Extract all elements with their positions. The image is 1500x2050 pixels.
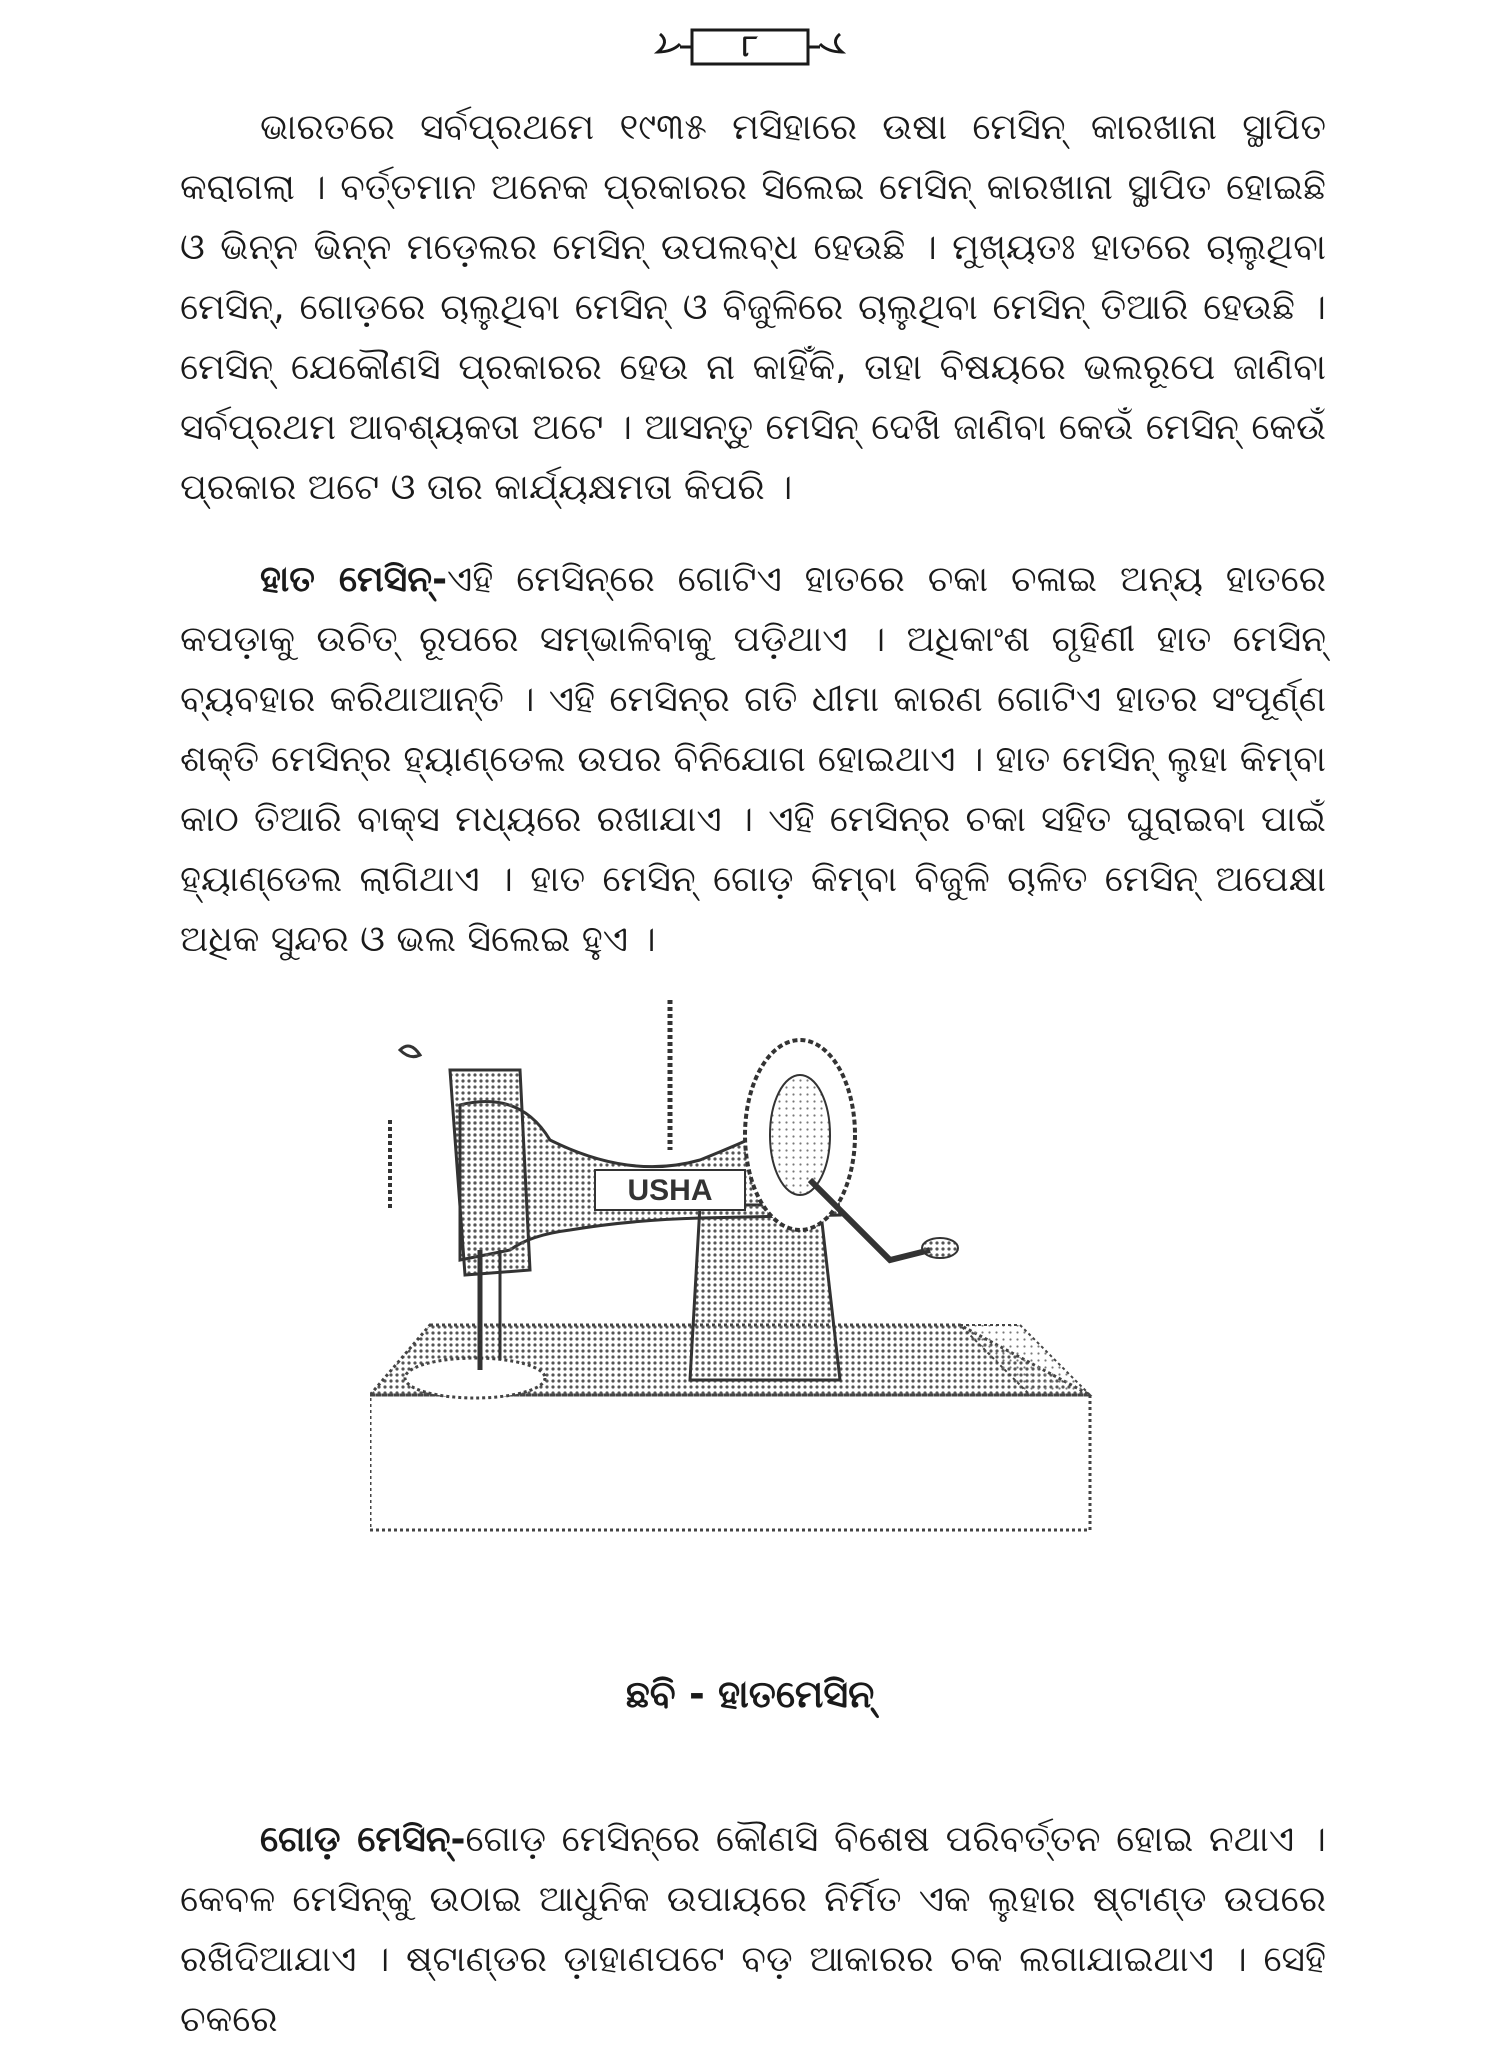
- hand-machine-paragraph: [180, 550, 1326, 970]
- figure-caption: ଛବି - ହାତମେସିନ୍: [625, 1672, 875, 1716]
- foot-machine-paragraph: [180, 1810, 1326, 2050]
- hand-machine-paragraph-block: [180, 550, 1326, 970]
- foot-machine-paragraph-block: [180, 1810, 1326, 2050]
- intro-paragraph: [180, 98, 1326, 518]
- sewing-machine-drawing: [370, 1000, 1170, 1620]
- page-number: ୮: [742, 29, 758, 64]
- hand-sewing-machine-illustration: [370, 1000, 1170, 1620]
- paragraph-text: ଗୋଡ଼ ମେସିନ୍‌ରେ କୌଣସି ବିଶେଷ ପରିବର୍ତ୍ତନ ହୋଇ ନଥାଏ । କେବଳ ମେସିନ୍‌କୁ ଉଠାଇ ଆଧୁନିକ ଉପାୟରେ ନିର୍ମିତ ଏକ ଲୁହାର ଷ୍ଟାଣ୍ଡ ଉପରେ ରଖିଦିଆଯାଏ । ଷ୍ଟାଣ୍ଡର ଡ଼ାହାଣପଟେ ବଡ଼ ଆକାରର ଚକ ଲଗାଯାଇଥାଏ । ସେହି ଚକରେ: [180, 1819, 1326, 2040]
- intro-paragraph-block: [180, 98, 1326, 518]
- paragraph-text: ଏହି ମେସିନ୍‌ରେ ଗୋଟିଏ ହାତରେ ଚକା ଚଳାଇ ଅନ୍ୟ ହାତରେ କପଡ଼ାକୁ ଉଚିତ୍ ରୂପରେ ସମ୍ଭାଳିବାକୁ ପଡ଼ିଥାଏ । ଅଧିକାଂଶ ଗୃହିଣୀ ହାତ ମେସିନ୍ ବ୍ୟବହାର କରିଥାଆନ୍ତି । ଏହି ମେସିନ୍‌ର ଗତି ଧୀମା କାରଣ ଗୋଟିଏ ହାତର ସଂପୂର୍ଣ୍ଣ ଶକ୍ତି ମେସିନ୍‌ର ହ୍ୟାଣ୍ଡେଲ ଉପର ବିନିଯୋଗ ହୋଇଥାଏ । ହାତ ମେସିନ୍ ଲୁହା କିମ୍ବା କାଠ ତିଆରି ବାକ୍ସ ମଧ୍ୟରେ ରଖାଯାଏ । ଏହି ମେସିନ୍‌ର ଚକା ସହିତ ଘୁରାଇବା ପାଇଁ ହ୍ୟାଣ୍ଡେଲ ଲାଗିଥାଏ । ହାତ ମେସିନ୍ ଗୋଡ଼ କିମ୍ବା ବିଜୁଳି ଚାଳିତ ମେସିନ୍ ଅପେକ୍ଷା ଅଧିକ ସୁନ୍ଦର ଓ ଭଲ ସିଲେଇ ହୁଏ ।: [180, 559, 1326, 960]
- hand-machine-heading: ହାତ ମେସିନ୍-: [260, 559, 448, 600]
- foot-machine-heading: ଗୋଡ଼ ମେସିନ୍-: [260, 1819, 466, 1860]
- paragraph-text: ଭାରତରେ ସର୍ବପ୍ରଥମେ ୧୯୩୫ ମସିହାରେ ଉଷା ମେସିନ୍ କାରଖାନା ସ୍ଥାପିତ କରାଗଲା । ବର୍ତ୍ତମାନ ଅନେକ ପ୍ରକାରର ସିଲେଇ ମେସିନ୍ କାରଖାନା ସ୍ଥାପିତ ହୋଇଛି ଓ ଭିନ୍ନ ଭିନ୍ନ ମଡ଼େଲର ମେସିନ୍ ଉପଲବ୍ଧ ହେଉଛି । ମୁଖ୍ୟତଃ ହାତରେ ଚାଲୁଥିବା ମେସିନ୍, ଗୋଡ଼ରେ ଚାଲୁଥିବା ମେସିନ୍ ଓ ବିଜୁଳିରେ ଚାଲୁଥିବା ମେସିନ୍ ତିଆରି ହେଉଛି । ମେସିନ୍ ଯେକୌଣସି ପ୍ରକାରର ହେଉ ନା କାହିଁକି, ତାହା ବିଷୟରେ ଭଲରୂପେ ଜାଣିବା ସର୍ବପ୍ରଥମ ଆବଶ୍ୟକତା ଅଟେ । ଆସନ୍ତୁ ମେସିନ୍ ଦେଖି ଜାଣିବା କେଉଁ ମେସିନ୍ କେଉଁ ପ୍ରକାର ଅଟେ ଓ ତାର କାର୍ଯ୍ୟକ୍ଷମତା କିପରି ।: [180, 107, 1327, 508]
- page-number-ornament: [650, 22, 850, 72]
- brand-label: USHA: [627, 1174, 713, 1207]
